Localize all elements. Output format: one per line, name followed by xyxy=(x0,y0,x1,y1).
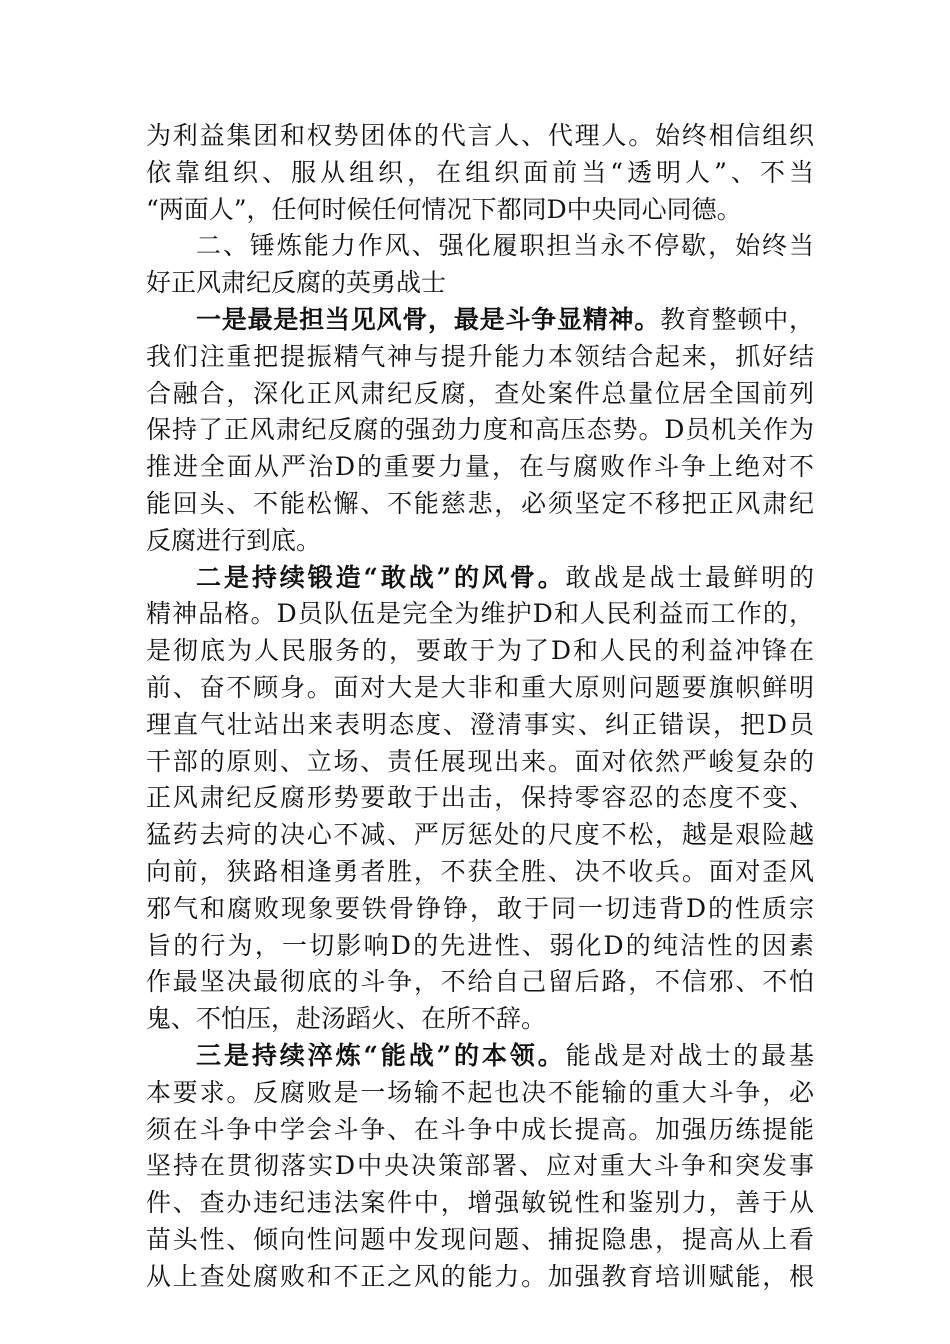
heading-line: 好正风肃纪反腐的英勇战士 xyxy=(146,268,447,298)
text-line: 能回头、不能松懈、不能慈悲，必须坚定不移把正风肃纪 xyxy=(146,488,814,518)
text-line: 旨的行为，一切影响D的先进性、弱化D的纯洁性的因素 xyxy=(146,930,814,960)
text-line: 精神品格。D员队伍是完全为维护D和人民利益而工作的， xyxy=(146,599,814,629)
text-line: 为利益集团和权势团体的代言人、代理人。始终相信组织 xyxy=(146,121,814,150)
text-fragment: 能战是对战士的最基 xyxy=(565,1040,814,1070)
text-line: 理直气壮站出来表明态度、澄清事实、纠正错误，把D员 xyxy=(146,709,814,739)
paragraph-third-point xyxy=(146,1038,814,1296)
text-line xyxy=(146,302,814,339)
section-heading xyxy=(146,228,814,302)
text-line: 干部的原则、立场、责任展现出来。面对依然严峻复杂的 xyxy=(146,746,814,776)
text-line: 我们注重把提振精气神与提升能力本领结合起来，抓好结 xyxy=(146,341,814,371)
text-line: “两面人”，任何时候任何情况下都同D中央同心同德。 xyxy=(146,194,742,224)
text-line: 合融合，深化正风肃纪反腐，查处案件总量位居全国前列 xyxy=(146,378,814,408)
text-fragment: 敢战是战士最鲜明的 xyxy=(565,562,814,592)
text-line: 从上查处腐败和不正之风的能力。加强教育培训赋能，根 xyxy=(146,1261,814,1291)
paragraph-continuation xyxy=(146,118,814,228)
text-line: 作最坚决最彻底的斗争，不给自己留后路，不信邪、不怕 xyxy=(146,967,814,997)
text-line: 依靠组织、服从组织，在组织面前当“透明人”、不当 xyxy=(146,157,814,187)
paragraph-first-point xyxy=(146,302,814,560)
text-line: 前、奋不顾身。面对大是大非和重大原则问题要旗帜鲜明 xyxy=(146,672,814,702)
text-line: 猛药去疴的决心不减、严厉惩处的尺度不松，越是艰险越 xyxy=(146,820,814,850)
text-line: 须在斗争中学会斗争、在斗争中成长提高。加强历练提能 xyxy=(146,1114,814,1144)
text-line: 邪气和腐败现象要铁骨铮铮，敢于同一切违背D的性质宗 xyxy=(146,893,814,923)
lead-sentence: 三是持续淬炼“能战”的本领。 xyxy=(196,1040,566,1070)
text-fragment: 教育整顿中， xyxy=(660,304,814,334)
paragraph-second-point xyxy=(146,560,814,1038)
text-line: 件、查办违纪违法案件中，增强敏锐性和鉴别力，善于从 xyxy=(146,1188,814,1218)
text-line: 是彻底为人民服务的，要敢于为了D和人民的利益冲锋在 xyxy=(146,636,814,666)
text-line: 保持了正风肃纪反腐的强劲力度和高压态势。D员机关作为 xyxy=(146,415,814,445)
text-line xyxy=(146,1038,814,1075)
text-line: 坚持在贯彻落实D中央决策部署、应对重大斗争和突发事 xyxy=(146,1151,814,1181)
text-line: 正风肃纪反腐形势要敢于出击，保持零容忍的态度不变、 xyxy=(146,783,814,813)
text-line: 本要求。反腐败是一场输不起也决不能输的重大斗争，必 xyxy=(146,1077,814,1107)
text-line: 向前，狭路相逢勇者胜，不获全胜、决不收兵。面对歪风 xyxy=(146,856,814,886)
lead-sentence: 一是最是担当见风骨，最是斗争显精神。 xyxy=(196,304,661,334)
text-line: 推进全面从严治D的重要力量，在与腐败作斗争上绝对不 xyxy=(146,452,814,482)
text-line: 反腐进行到底。 xyxy=(146,525,322,555)
text-line xyxy=(146,560,814,597)
text-line: 苗头性、倾向性问题中发现问题、捕捉隐患，提高从上看 xyxy=(146,1224,814,1254)
lead-sentence: 二是持续锻造“敢战”的风骨。 xyxy=(196,562,566,592)
text-line: 鬼、不怕压，赴汤蹈火、在所不辞。 xyxy=(146,1004,547,1034)
document-body xyxy=(146,118,814,1296)
heading-line: 二、锤炼能力作风、强化履职担当永不停歇，始终当 xyxy=(196,231,814,261)
